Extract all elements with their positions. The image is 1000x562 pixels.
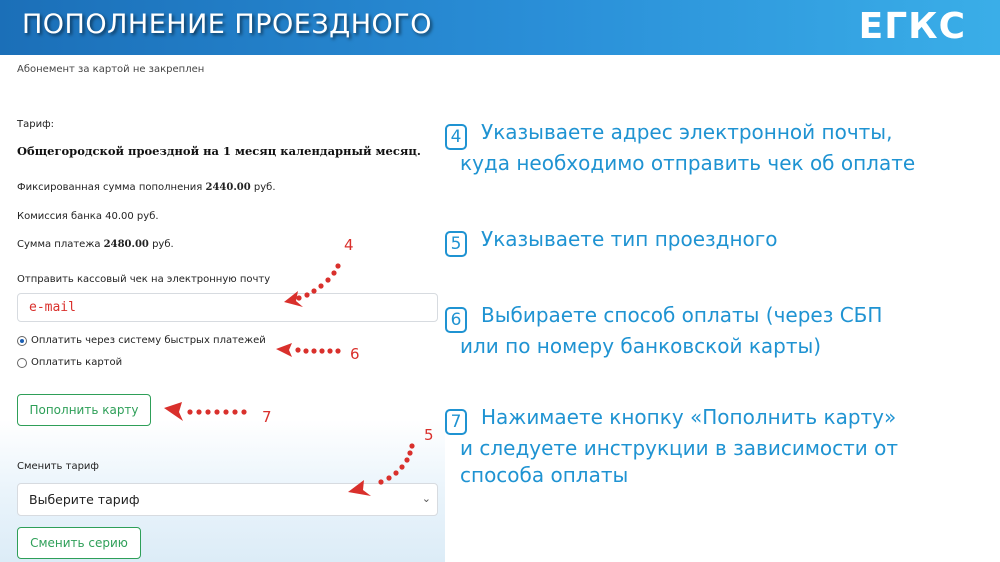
marker-arrow-4 <box>270 258 350 318</box>
step-5-number: 5 <box>445 231 467 257</box>
step-7-line2: и следуете инструкции в зависимости от <box>460 436 899 460</box>
fixed-sum-unit: руб. <box>253 182 276 193</box>
header-bar <box>0 0 1000 55</box>
payment-sum-value: 2480.00 <box>103 239 149 250</box>
payment-sum-label: Сумма платежа <box>17 239 101 250</box>
change-series-button[interactable]: Сменить серию <box>17 527 141 559</box>
step-6-number: 6 <box>445 307 467 333</box>
radio-pay-sbp[interactable] <box>17 335 266 346</box>
step-4-number: 4 <box>445 124 467 150</box>
marker-arrow-5 <box>340 440 440 510</box>
step-5 <box>445 226 778 257</box>
marker-num-6: 6 <box>350 345 360 363</box>
fixed-sum-label: Фиксированная сумма пополнения <box>17 182 203 193</box>
tariff-label: Тариф: <box>17 119 55 130</box>
step-7 <box>445 404 898 489</box>
marker-num-7: 7 <box>262 408 272 426</box>
step-4 <box>445 119 915 177</box>
payment-sum-line <box>17 239 174 250</box>
slide-title: ПОПОЛНЕНИЕ ПРОЕЗДНОГО <box>22 9 432 40</box>
step-6-line2: или по номеру банковской карты) <box>460 334 822 358</box>
egks-logo: ЕГКС <box>858 6 966 47</box>
marker-num-5: 5 <box>424 426 434 444</box>
card-status-text: Абонемент за картой не закреплен <box>17 64 205 75</box>
step-7-line3: способа оплаты <box>460 463 629 487</box>
marker-arrow-7 <box>160 400 260 424</box>
marker-num-4: 4 <box>344 236 354 254</box>
fixed-sum-line <box>17 182 276 193</box>
radio-pay-card-label: Оплатить картой <box>31 357 123 368</box>
radio-unchecked-icon[interactable] <box>17 358 27 368</box>
email-label: Отправить кассовый чек на электронную почту <box>17 274 271 285</box>
step-4-line2: куда необходимо отправить чек об оплате <box>460 151 916 175</box>
step-7-line1: Нажимаете кнопку «Пополнить карту» <box>481 405 897 429</box>
tariff-value: Общегородской проездной на 1 месяц календарный месяц. <box>17 144 421 158</box>
radio-checked-icon[interactable] <box>17 336 27 346</box>
radio-pay-sbp-label: Оплатить через систему быстрых платежей <box>31 335 266 346</box>
step-6 <box>445 302 882 360</box>
tariff-select-value: Выберите тариф <box>29 492 140 507</box>
step-4-line1: Указываете адрес электронной почты, <box>481 120 893 144</box>
change-tariff-label: Сменить тариф <box>17 461 99 472</box>
commission-text: Комиссия банка 40.00 руб. <box>17 211 159 222</box>
email-input-value: e-mail <box>29 300 76 315</box>
radio-pay-card[interactable] <box>17 357 122 368</box>
marker-arrow-6 <box>272 340 352 360</box>
topup-card-button[interactable]: Пополнить карту <box>17 394 151 426</box>
step-7-number: 7 <box>445 409 467 435</box>
step-5-line1: Указываете тип проездного <box>481 227 778 251</box>
chevron-down-icon: ⌄ <box>421 492 431 505</box>
email-input[interactable] <box>17 293 438 322</box>
fixed-sum-value: 2440.00 <box>205 182 251 193</box>
step-6-line1: Выбираете способ оплаты (через СБП <box>481 303 883 327</box>
payment-sum-unit: руб. <box>152 239 174 250</box>
